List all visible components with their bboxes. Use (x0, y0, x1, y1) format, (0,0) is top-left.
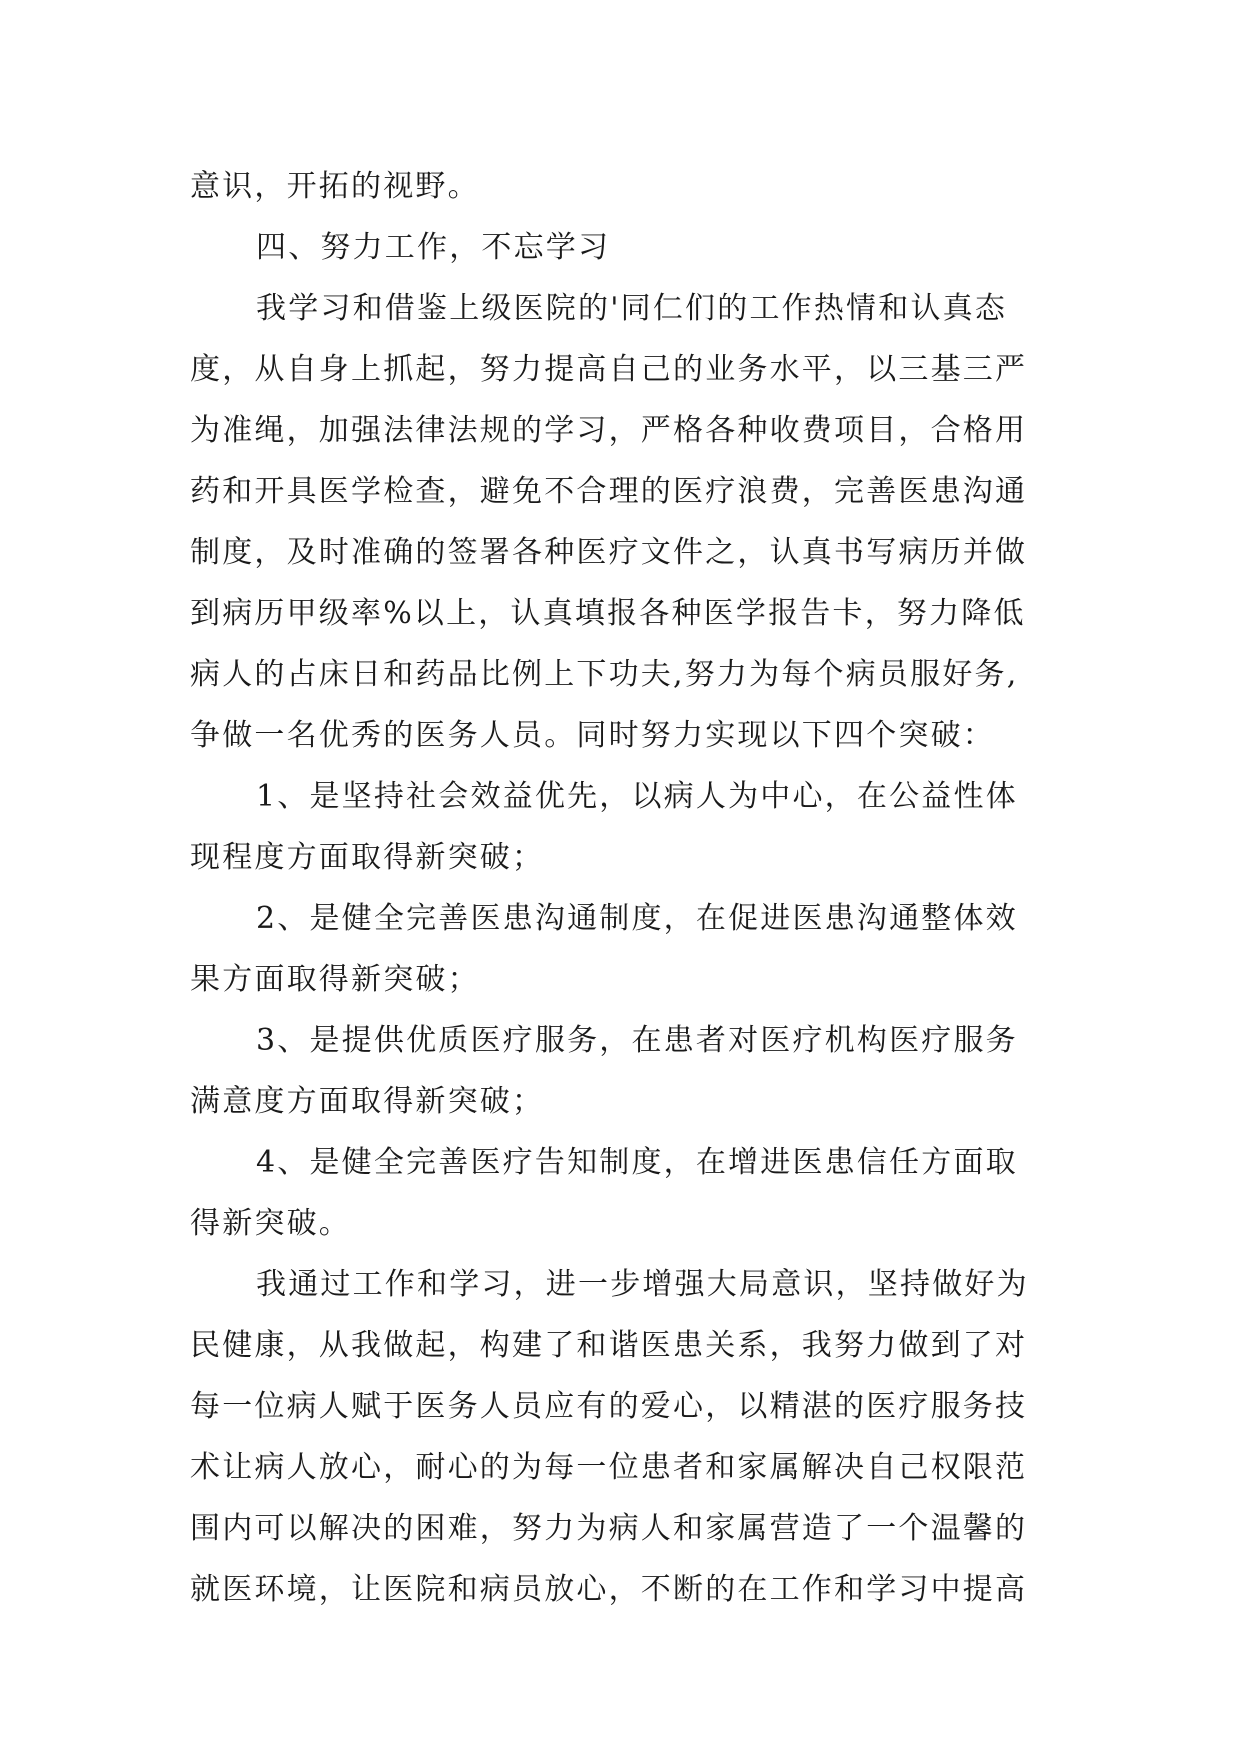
text-line: 到病历甲级率%以上，认真填报各种医学报告卡，努力降低 (190, 596, 1026, 631)
body-text (190, 156, 1050, 1620)
text-line: 现程度方面取得新突破； (190, 840, 545, 875)
text-line: 得新突破。 (190, 1206, 351, 1241)
text-line: 度，从自身上抓起，努力提高自己的业务水平，以三基三严 (190, 352, 1028, 387)
text-line: 就医环境，让医院和病员放心，不断的在工作和学习中提高 (190, 1572, 1028, 1607)
text-line: 制度，及时准确的签署各种医疗文件之，认真书写病历并做 (190, 535, 1028, 570)
list-item-3: 3、是提供优质医疗服务，在患者对医疗机构医疗服务 (256, 1023, 1018, 1058)
text-line: 围内可以解决的困难，努力为病人和家属营造了一个温馨的 (190, 1511, 1028, 1546)
text-line: 为准绳，加强法律法规的学习，严格各种收费项目，合格用 (190, 413, 1028, 448)
text-line: 每一位病人赋于医务人员应有的爱心，以精湛的医疗服务技 (190, 1389, 1028, 1424)
list-item-2: 2、是健全完善医患沟通制度，在促进医患沟通整体效 (256, 901, 1018, 936)
text-line: 意识，开拓的视野。 (190, 169, 480, 204)
list-item-4: 4、是健全完善医疗告知制度，在增进医患信任方面取 (256, 1145, 1018, 1180)
text-line: 我通过工作和学习，进一步增强大局意识，坚持做好为 (256, 1267, 1029, 1302)
section-heading: 四、努力工作，不忘学习 (256, 230, 611, 265)
text-line: 药和开具医学检查，避免不合理的医疗浪费，完善医患沟通 (190, 474, 1028, 509)
text-line: 争做一名优秀的医务人员。同时努力实现以下四个突破： (190, 718, 995, 753)
text-line: 民健康，从我做起，构建了和谐医患关系，我努力做到了对 (190, 1328, 1028, 1363)
text-line: 我学习和借鉴上级医院的'同仁们的工作热情和认真态 (256, 291, 1008, 326)
text-line: 术让病人放心，耐心的为每一位患者和家属解决自己权限范 (190, 1450, 1028, 1485)
text-line: 满意度方面取得新突破； (190, 1084, 545, 1119)
list-item-1: 1、是坚持社会效益优先，以病人为中心，在公益性体 (256, 779, 1018, 814)
text-line: 果方面取得新突破； (190, 962, 480, 997)
text-line: 病人的占床日和药品比例上下功夫,努力为每个病员服好务, (190, 657, 1019, 692)
